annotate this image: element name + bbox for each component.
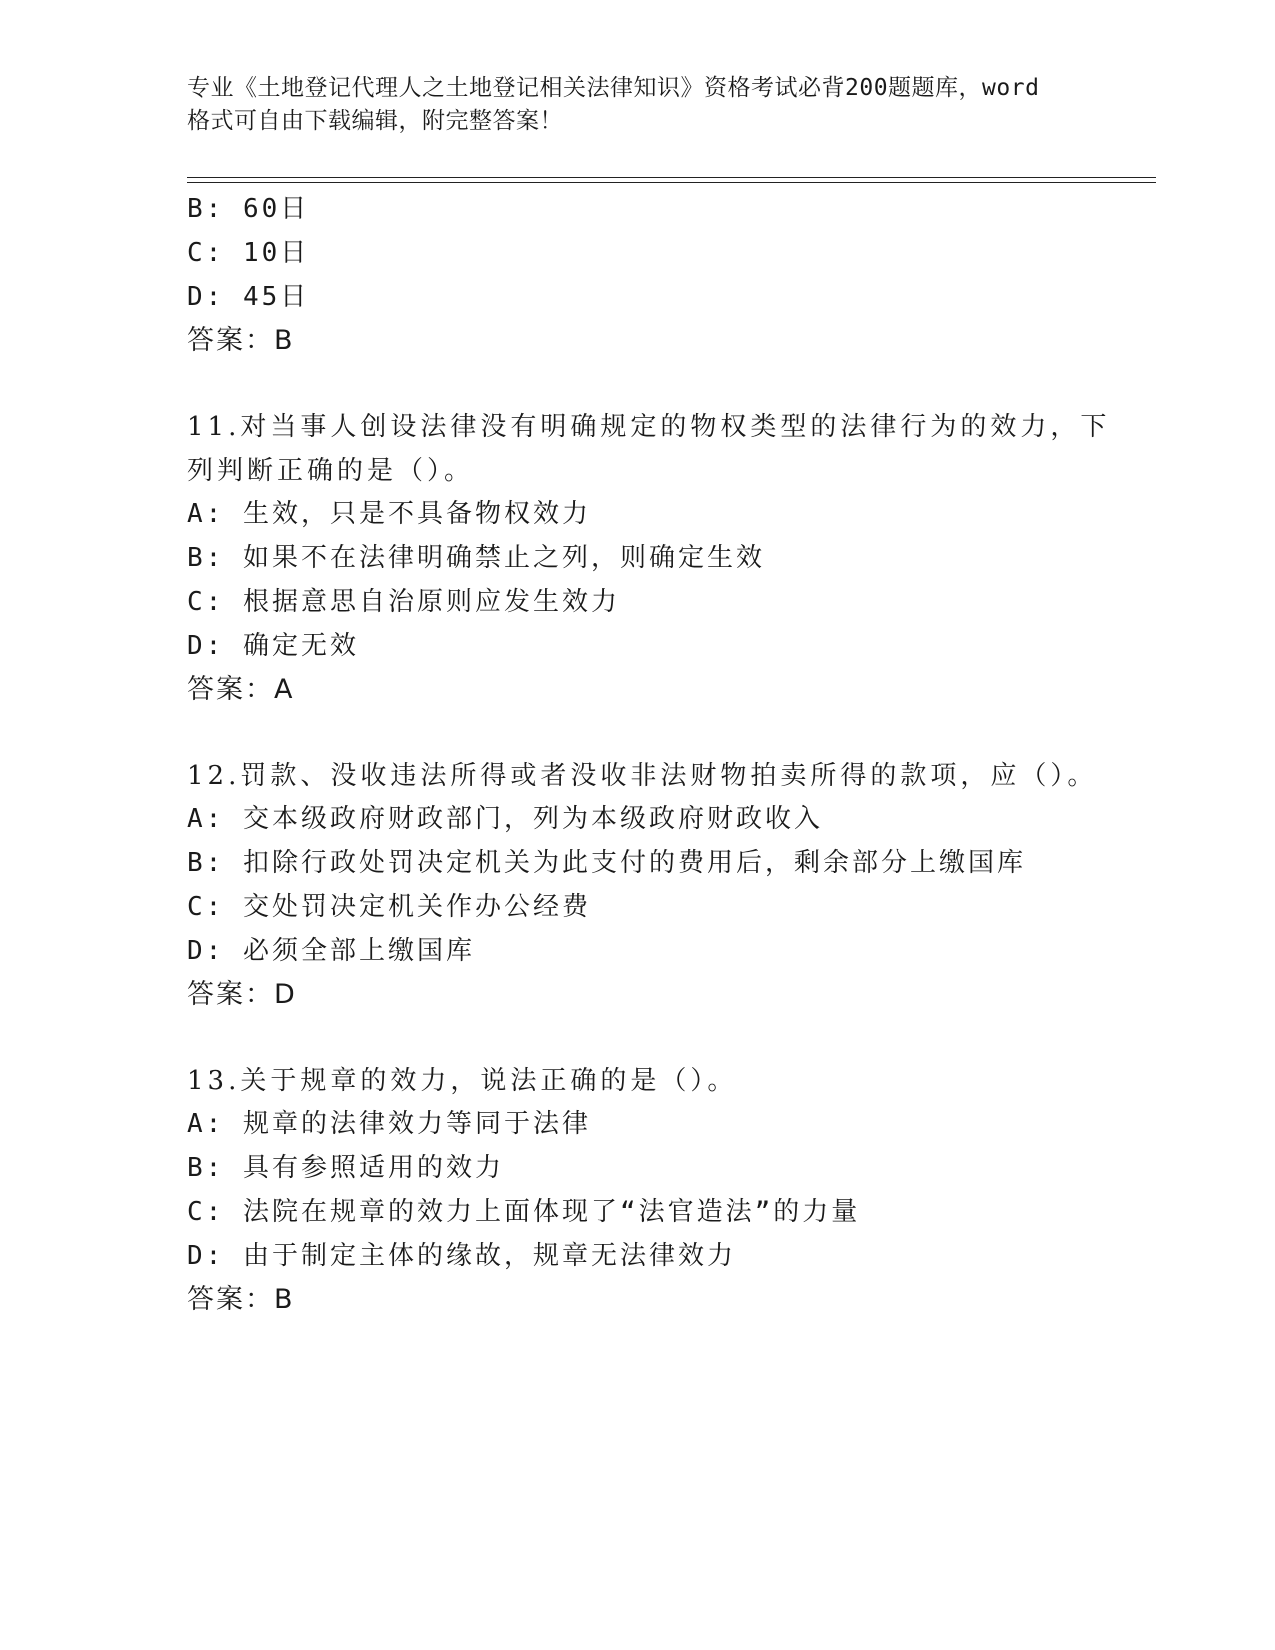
option-d: D: 45日 xyxy=(187,282,310,312)
question-11-option-d: D: 确定无效 xyxy=(187,631,359,661)
question-13-option-c: C: 法院在规章的效力上面体现了“法官造法”的力量 xyxy=(187,1197,861,1227)
question-12-stem: 12.罚款、没收违法所得或者没收非法财物拍卖所得的款项，应（）。 xyxy=(187,761,1098,791)
question-12-answer: 答案：D xyxy=(187,979,297,1010)
question-11-answer: 答案：A xyxy=(187,674,295,705)
question-13-option-d: D: 由于制定主体的缘故，规章无法律效力 xyxy=(187,1241,736,1271)
document-header xyxy=(187,72,1087,138)
question-12-option-d: D: 必须全部上缴国库 xyxy=(187,936,475,966)
question-11-option-b: B: 如果不在法律明确禁止之列，则确定生效 xyxy=(187,543,765,573)
question-12-option-a: A: 交本级政府财政部门，列为本级政府财政收入 xyxy=(187,804,823,834)
question-12-option-c: C: 交处罚决定机关作办公经费 xyxy=(187,892,591,922)
option-b: B: 60日 xyxy=(187,194,310,224)
question-11-stem-line-2: 列判断正确的是（）。 xyxy=(187,456,475,486)
answer: 答案：B xyxy=(187,325,295,356)
question-13-option-b: B: 具有参照适用的效力 xyxy=(187,1153,504,1183)
option-c: C: 10日 xyxy=(187,238,310,268)
header-line-1: 专业《土地登记代理人之土地登记相关法律知识》资格考试必背200题题库，word xyxy=(187,75,1040,101)
header-line-2: 格式可自由下载编辑，附完整答案！ xyxy=(187,108,563,134)
question-11-option-a: A: 生效，只是不具备物权效力 xyxy=(187,499,591,529)
question-11-stem-line-1: 11.对当事人创设法律没有明确规定的物权类型的法律行为的效力，下 xyxy=(187,412,1111,442)
question-13-stem: 13.关于规章的效力，说法正确的是（）。 xyxy=(187,1066,738,1096)
header-divider-bottom xyxy=(187,182,1156,183)
question-12-option-b: B: 扣除行政处罚决定机关为此支付的费用后，剩余部分上缴国库 xyxy=(187,848,1026,878)
header-divider-top xyxy=(187,177,1156,178)
question-13-option-a: A: 规章的法律效力等同于法律 xyxy=(187,1109,591,1139)
question-11-option-c: C: 根据意思自治原则应发生效力 xyxy=(187,587,620,617)
question-13-answer: 答案：B xyxy=(187,1284,295,1315)
